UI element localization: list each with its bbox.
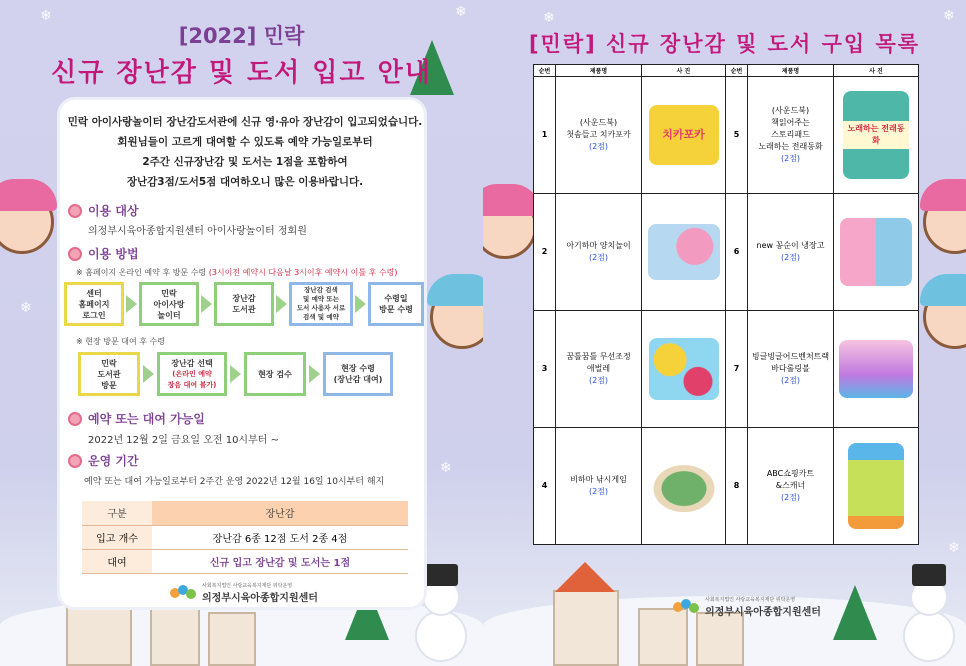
arrow-icon — [230, 365, 241, 383]
purchase-list-table — [533, 64, 919, 545]
section-title: 예약 또는 대여 가능일 — [88, 412, 205, 426]
table-header-row — [534, 65, 919, 77]
flow-step: 민락 도서관 방문 — [78, 352, 140, 396]
intro-line: 민락 아이사랑놀이터 장난감도서관에 신규 영·유아 장난감이 입고되었습니다. — [67, 116, 423, 128]
section-run — [68, 452, 139, 469]
bullet-icon — [68, 412, 82, 426]
table-cell: 입고 개수 — [82, 525, 152, 549]
arrow-icon — [126, 295, 137, 313]
section-title: 운영 기간 — [88, 454, 139, 468]
house-illustration — [553, 590, 619, 666]
table-row — [534, 311, 919, 428]
child-illustration — [923, 285, 966, 349]
fridge-toy-photo — [840, 218, 912, 286]
snowflake-icon: ❄ — [440, 460, 452, 476]
org-name: 의정부시육아종합지원센터 — [202, 593, 318, 604]
period-text: 2022년 12월 2일 금요일 오전 10시부터 ~ — [88, 435, 279, 446]
item-photo-cell — [642, 311, 726, 428]
item-photo-cell — [642, 428, 726, 545]
house-illustration — [150, 608, 200, 666]
table-row — [534, 77, 919, 194]
item-photo-cell — [834, 311, 919, 428]
item-number: 2 — [534, 194, 556, 311]
item-number: 7 — [726, 311, 748, 428]
flow-step: 장난감 선택 (온라인 예약 장음 대여 불가) — [157, 352, 227, 396]
online-note: ※ 홈페이지 온라인 예약 후 방문 수령 (3시이전 예약시 다음날 3시이후 예약시 이틀 후 수령) — [76, 268, 398, 277]
child-illustration — [430, 285, 483, 349]
section-period — [68, 410, 205, 427]
org-subtitle: 사회복지법인 사랑교육복지재단 위탁운영 — [705, 597, 796, 603]
intro-text — [60, 112, 430, 192]
flow-step: 현장 검수 — [244, 352, 306, 396]
section-method — [68, 245, 139, 262]
table-header-cell: 사 진 — [642, 65, 726, 77]
table-row — [534, 428, 919, 545]
onsite-note: ※ 현장 방문 대여 후 수령 — [76, 337, 165, 346]
snowflake-icon: ❄ — [943, 8, 955, 24]
table-header-cell: 장난감 — [152, 501, 408, 525]
flow-step: 현장 수령 (장난감 대여) — [323, 352, 393, 396]
table-header-cell: 사 진 — [834, 65, 919, 77]
table-header-cell: 구분 — [82, 501, 152, 525]
flow-step: 수령일 방문 수령 — [368, 282, 424, 326]
org-footer — [673, 596, 821, 618]
bullet-icon — [68, 204, 82, 218]
notice-card — [57, 97, 427, 610]
snowflake-icon: ❄ — [20, 300, 32, 316]
item-number: 6 — [726, 194, 748, 311]
roof-illustration — [555, 562, 615, 592]
table-header-cell: 제품명 — [748, 65, 834, 77]
poster-main-title: 신규 장난감 및 도서 입고 안내 — [51, 58, 432, 88]
target-text: 의정부시육아종합지원센터 아이사랑놀이터 정회원 — [88, 226, 307, 237]
table-row — [82, 525, 408, 549]
item-name-cell: 꿈틀꿈틀 무선조정 애벌레 (2점) — [556, 311, 642, 428]
item-name-cell: (사운드북) 책읽어주는 스토리패드 노래하는 전래동화 (2점) — [748, 77, 834, 194]
flow-step: 센터 홈페이지 로그인 — [64, 282, 124, 326]
run-text: 예약 또는 대여 가능일로부터 2주간 운영 2022년 12월 16일 10시부터 해지 — [84, 477, 385, 487]
child-illustration — [0, 190, 54, 254]
section-target — [68, 202, 139, 219]
arrow-icon — [201, 295, 212, 313]
bullet-icon — [68, 454, 82, 468]
item-number: 8 — [726, 428, 748, 545]
house-illustration — [208, 612, 256, 666]
hippo-toothbrush-photo — [648, 224, 720, 280]
item-number: 3 — [534, 311, 556, 428]
right-poster — [483, 0, 966, 666]
item-number: 5 — [726, 77, 748, 194]
section-title: 이용 대상 — [88, 204, 139, 218]
arrow-icon — [143, 365, 154, 383]
item-name-cell: 아기하마 양치놀이 (2점) — [556, 194, 642, 311]
item-photo-cell — [834, 428, 919, 545]
rolling-track-photo — [839, 340, 913, 398]
flow-step: 민락 아이사랑 놀이터 — [139, 282, 199, 326]
table-cell: 대여 — [82, 549, 152, 573]
org-subtitle: 사회복지법인 사랑교육복지재단 위탁운영 — [202, 583, 293, 589]
table-header-cell: 순번 — [534, 65, 556, 77]
summary-table — [82, 501, 408, 574]
table-header-cell: 제품명 — [556, 65, 642, 77]
table-header-row — [82, 501, 408, 525]
intro-line: 회원님들이 고르게 대여할 수 있도록 예약 가능일로부터 — [117, 136, 373, 148]
soundbook-photo: 치카포카 — [649, 105, 719, 165]
child-illustration — [483, 195, 537, 259]
org-logo-icon — [170, 585, 196, 601]
snowflake-icon: ❄ — [455, 4, 467, 20]
intro-line: 2주간 신규장난감 및 도서는 1점을 포함하여 — [142, 156, 348, 168]
bullet-icon — [68, 247, 82, 261]
flow-step: 장난감 검색 및 예약 또는 도서 사용자 서로 검색 및 예약 — [289, 282, 353, 326]
item-photo-cell — [642, 194, 726, 311]
caterpillar-photo — [649, 338, 719, 400]
snowflake-icon: ❄ — [543, 10, 555, 26]
house-illustration — [696, 612, 744, 666]
item-photo-cell — [834, 77, 919, 194]
item-name-cell: new 꽁순이 냉장고 (2점) — [748, 194, 834, 311]
arrow-icon — [276, 295, 287, 313]
item-name-cell: 비하마 낚시게임 (2점) — [556, 428, 642, 545]
tree-illustration — [833, 585, 877, 640]
poster-year-title: [2022] 민락 — [178, 24, 305, 48]
table-header-cell: 순번 — [726, 65, 748, 77]
section-title: 이용 방법 — [88, 247, 139, 261]
item-photo-cell — [642, 77, 726, 194]
storypad-photo: 노래하는 전래동화 — [843, 91, 909, 179]
child-illustration — [923, 190, 966, 254]
item-photo-cell — [834, 194, 919, 311]
list-title: [민락] 신규 장난감 및 도서 구입 목록 — [528, 32, 921, 56]
item-name-cell: (사운드북) 첫솜들고 치카포카 (2점) — [556, 77, 642, 194]
shopping-cart-photo — [848, 443, 904, 529]
item-name-cell: ABC쇼핑카트 &스캐너 (2점) — [748, 428, 834, 545]
fishing-game-photo — [647, 460, 721, 512]
org-logo-icon — [673, 599, 699, 615]
arrow-icon — [355, 295, 366, 313]
table-cell: 신규 입고 장난감 및 도서는 1점 — [152, 549, 408, 573]
org-name: 의정부시육아종합지원센터 — [705, 607, 821, 618]
intro-line: 장난감3점/도서5점 대여하오니 많은 이용바랍니다. — [126, 176, 364, 188]
org-footer — [170, 582, 318, 604]
table-row — [82, 549, 408, 573]
snowflake-icon: ❄ — [40, 8, 52, 24]
snowflake-icon: ❄ — [948, 540, 960, 556]
table-row — [534, 194, 919, 311]
arrow-icon — [309, 365, 320, 383]
flow-step: 장난감 도서관 — [214, 282, 274, 326]
item-name-cell: 빙글빙글어드벤처트랙 바다롤링볼 (2점) — [748, 311, 834, 428]
item-number: 1 — [534, 77, 556, 194]
item-number: 4 — [534, 428, 556, 545]
table-cell: 장난감 6종 12점 도서 2종 4점 — [152, 525, 408, 549]
